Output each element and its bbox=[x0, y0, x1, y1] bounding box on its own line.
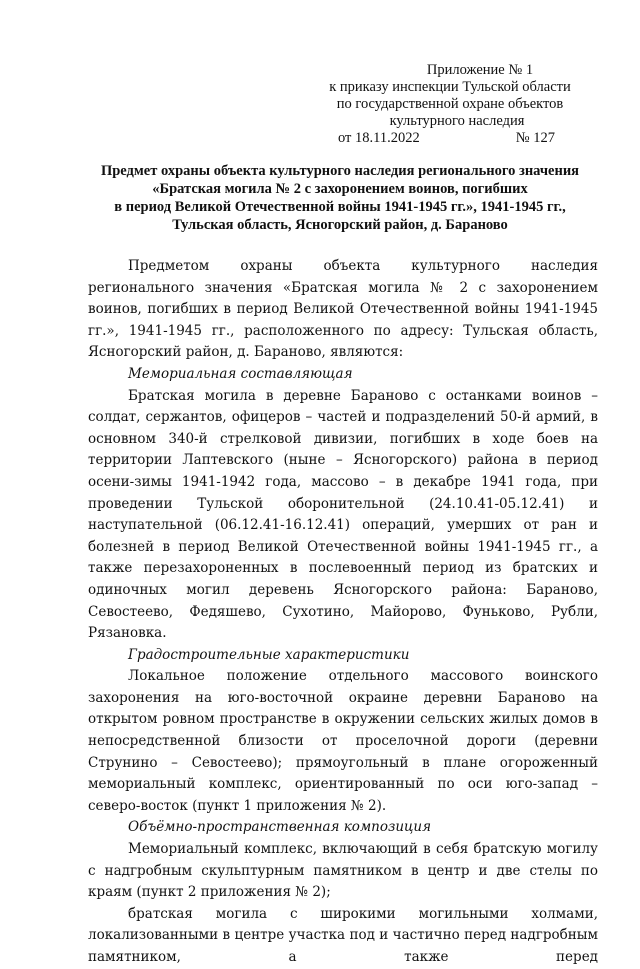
appendix-block bbox=[300, 62, 600, 147]
appendix-line-3: по государственной охране объектов bbox=[336, 96, 564, 112]
title-line-4: Тульская область, Ясногорский район, д. Бараново bbox=[172, 217, 508, 233]
appendix-date-row bbox=[300, 130, 600, 147]
section-text-composition-2: братская могила с широкими могильными холмами, локализованными в центре участка под и частично перед надгробным памятником, а также перед bbox=[88, 905, 598, 965]
section-heading-composition: Объёмно-пространственная композиция bbox=[128, 819, 432, 836]
section-heading-urban: Градостроительные характеристики bbox=[128, 646, 410, 663]
section-text-urban: Локальное положение отдельного массового воинского захоронения на юго-восточной окраине деревни Бараново на открытом ровном пространстве в окружении сельских жилых домов в непосредственной близости от проселочной дороги (деревни Струнино – Севостеево); прямоугольный в плане огороженный мемориальный комплекс, ориентированный по оси юго-запад – северо-восток (пункт 1 приложения № 2). bbox=[88, 668, 598, 814]
section-text-composition-1: Мемориальный комплекс, включающий в себя братскую могилу с надгробным скульптурным памятником в центр и две стелы по краям (пункт 2 приложения № 2); bbox=[88, 841, 598, 901]
appendix-number: № 127 bbox=[515, 130, 555, 146]
appendix-line-1: Приложение № 1 bbox=[426, 62, 534, 78]
appendix-line-4: культурного наследия bbox=[389, 113, 525, 129]
document-title bbox=[80, 162, 600, 234]
intro-paragraph: Предметом охраны объекта культурного наследия регионального значения «Братская могила № 2 с захоронением воинов, погибших в период Великой Отечественной войны 1941-1945 гг.», 1941-1945 гг., расположенного по адресу: Тульская область, Ясногорский район, д. Бараново, являются: bbox=[88, 258, 598, 361]
title-line-1: Предмет охраны объекта культурного наследия регионального значения bbox=[100, 163, 580, 179]
document-body bbox=[88, 256, 598, 969]
title-line-3: в период Великой Отечественной войны 1941-1945 гг.», 1941-1945 гг., bbox=[114, 199, 566, 215]
appendix-line-2: к приказу инспекции Тульской области bbox=[329, 79, 571, 95]
section-heading-memorial: Мемориальная составляющая bbox=[128, 365, 353, 382]
section-text-memorial: Братская могила в деревне Бараново с останками воинов – солдат, сержантов, офицеров – частей и подразделений 50-й армий, в основном 340-й стрелковой дивизии, погибших в ходе боев на территории Лаптевского (ныне – Ясногорского) района в период осени-зимы 1941-1942 года, массово – в декабре 1941 года, при проведении Тульской оборонительной (24.10.41-05.12.41) и наступательной (06.12.41-16.12.41) операций, умерших от ран и болезней в период Великой Отечественной войны 1941-1945 гг., а также перезахороненных в послевоенный период из братских и одиночных могил деревень Ясногорского района: Бараново, Севостеево, Федяшево, Сухотино, Майорово, Фуньково, Рубли, Рязановка. bbox=[88, 387, 598, 642]
title-line-2: «Братская могила № 2 с захоронением воинов, погибших bbox=[152, 181, 528, 197]
appendix-date: от 18.11.2022 bbox=[338, 130, 420, 146]
